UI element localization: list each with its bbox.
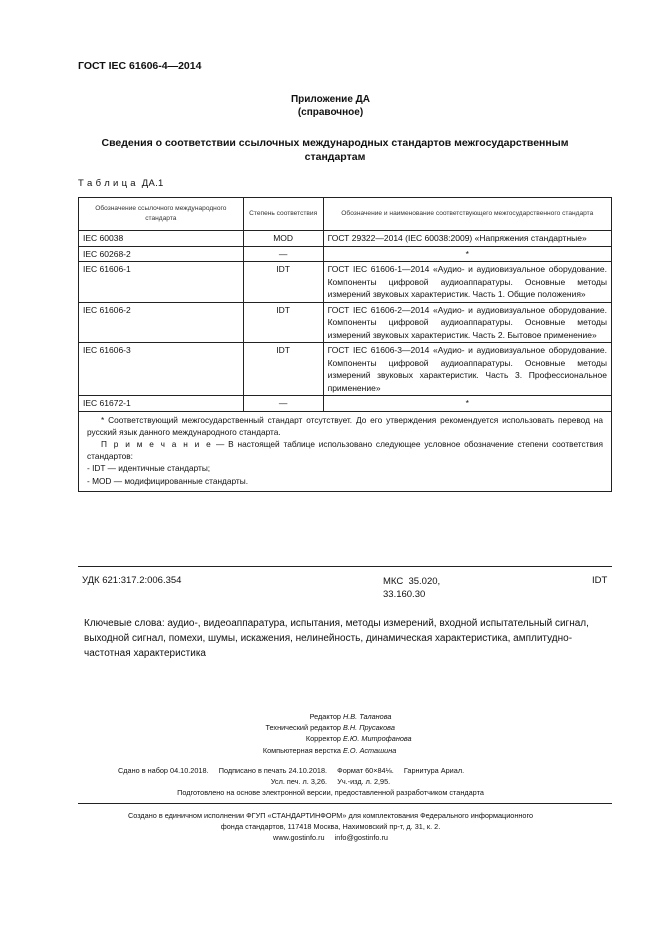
appendix-block xyxy=(0,93,661,119)
table-row xyxy=(79,302,612,343)
table-row xyxy=(79,231,612,247)
column-header-degree: Степень соответствия xyxy=(243,198,323,231)
degree-code: IDT xyxy=(592,575,608,586)
footnote-text: * Соответствующий межгосударственный стандарт отсутствует. До его утверждения рекомендуется использовать перевод на русский язык данного международного стандарта. xyxy=(87,414,603,437)
note-text: — В настоящей таблице использовано следующее условное обозначение степени соответствия стандартов: xyxy=(87,438,603,462)
appendix-subtitle: (справочное) xyxy=(297,107,364,118)
table-row xyxy=(79,246,612,262)
table-caption: Т а б л и ц а ДА.1 xyxy=(78,178,164,189)
staff-row xyxy=(0,722,661,733)
divider xyxy=(78,566,612,567)
table-row xyxy=(79,262,612,303)
document-code: ГОСТ IEC 61606-4—2014 xyxy=(78,60,202,72)
cell-reference: IEC 61606-1 xyxy=(79,262,244,303)
publisher-address: фонда стандартов, 117418 Москва, Нахимовский пр-т, д. 31, к. 2. xyxy=(220,822,441,831)
print-source-line: Подготовлено на основе электронной версии, предоставленной разработчиком стандарта xyxy=(177,788,484,797)
cell-standard: ГОСТ 29322—2014 (IEC 60038:2009) «Напряжения стандартные» xyxy=(323,231,611,247)
cell-reference: IEC 60268-2 xyxy=(79,246,244,262)
note-item: - IDT — идентичные стандарты; xyxy=(87,463,211,474)
staff-role: Компьютерная верстка xyxy=(262,745,341,755)
staff-row xyxy=(0,733,661,744)
print-info-line: Сдано в набор 04.10.2018. Подписано в печать 24.10.2018. Формат 60×84⅛. Гарнитура Ариал. xyxy=(118,766,465,775)
note-label: П р и м е ч а н и е xyxy=(101,438,213,449)
cell-reference: IEC 61606-3 xyxy=(79,343,244,396)
udk-code: УДК 621:317.2:006.354 xyxy=(82,575,182,586)
cell-degree: IDT xyxy=(243,343,323,396)
cell-standard: ГОСТ IEC 61606-3—2014 «Аудио- и аудиовизуальное оборудование. Компоненты цифровой аудиоаппаратуры. Основные методы измерений звуковых характеристик. Часть 3. Профессиональное применение» xyxy=(323,343,611,396)
cell-degree: — xyxy=(243,246,323,262)
cell-reference: IEC 61672-1 xyxy=(79,396,244,412)
staff-role: Технический редактор xyxy=(265,723,341,733)
staff-row xyxy=(0,745,661,756)
divider xyxy=(78,803,612,804)
publisher-block xyxy=(0,810,661,843)
print-volume-line: Усл. печ. л. 3,26. Уч.-изд. л. 2,95. xyxy=(270,777,391,786)
table-footnote-cell xyxy=(79,411,612,491)
staff-name: В.Н. Прусакова xyxy=(343,723,395,733)
staff-row xyxy=(0,711,661,722)
staff-name: Е.Ю. Митрофанова xyxy=(343,734,412,744)
cell-reference: IEC 61606-2 xyxy=(79,302,244,343)
cell-degree: MOD xyxy=(243,231,323,247)
publisher-contacts: www.gostinfo.ru info@gostinfo.ru xyxy=(273,833,388,842)
cell-reference: IEC 60038 xyxy=(79,231,244,247)
note-item: - MOD — модифицированные стандарты. xyxy=(87,475,249,486)
cell-degree: IDT xyxy=(243,262,323,303)
editorial-staff xyxy=(0,711,661,756)
mks-code-2: 33.160.30 xyxy=(383,589,426,600)
cell-standard: ГОСТ IEC 61606-1—2014 «Аудио- и аудиовизуальное оборудование. Компоненты цифровой аудиоаппаратуры. Основные методы измерений звуковых характеристик. Часть 1. Общие положения» xyxy=(323,262,611,303)
section-heading: Сведения о соответствии ссылочных международных стандартов межгосударственным стандартам xyxy=(101,137,569,163)
staff-role: Редактор xyxy=(309,712,341,721)
correspondence-table xyxy=(78,197,612,492)
staff-role: Корректор xyxy=(305,734,341,744)
table-row xyxy=(79,396,612,412)
table-note xyxy=(87,438,603,462)
table-header-row xyxy=(79,198,612,231)
staff-name: Н.В. Таланова xyxy=(343,712,392,721)
cell-standard: ГОСТ IEC 61606-2—2014 «Аудио- и аудиовизуальное оборудование. Компоненты цифровой аудиоаппаратуры. Основные методы измерений звуковых характеристик. Часть 2. Бытовое применение» xyxy=(323,302,611,343)
keywords: Ключевые слова: аудио-, видеоаппаратура, испытания, методы измерений, входной испытательный сигнал, выходной сигнал, помехи, шумы, искажения, нелинейность, динамическая характеристика, амплитудно-частотная характеристика xyxy=(84,618,589,659)
cell-standard: * xyxy=(323,396,611,412)
appendix-title: Приложение ДА xyxy=(290,94,371,105)
column-header-standard: Обозначение и наименование соответствующего межгосударственного стандарта xyxy=(323,198,611,231)
staff-name: Е.О. Асташина xyxy=(343,745,397,755)
column-header-reference: Обозначение ссылочного международного стандарта xyxy=(79,198,244,231)
cell-degree: — xyxy=(243,396,323,412)
mks-code-1: МКС 35.020, xyxy=(383,576,441,587)
table-footnote-row xyxy=(79,411,612,491)
publisher-line: Создано в единичном исполнении ФГУП «СТАНДАРТИНФОРМ» для комплектования Федерального информационного xyxy=(127,811,534,820)
table-row xyxy=(79,343,612,396)
cell-degree: IDT xyxy=(243,302,323,343)
cell-standard: * xyxy=(323,246,611,262)
